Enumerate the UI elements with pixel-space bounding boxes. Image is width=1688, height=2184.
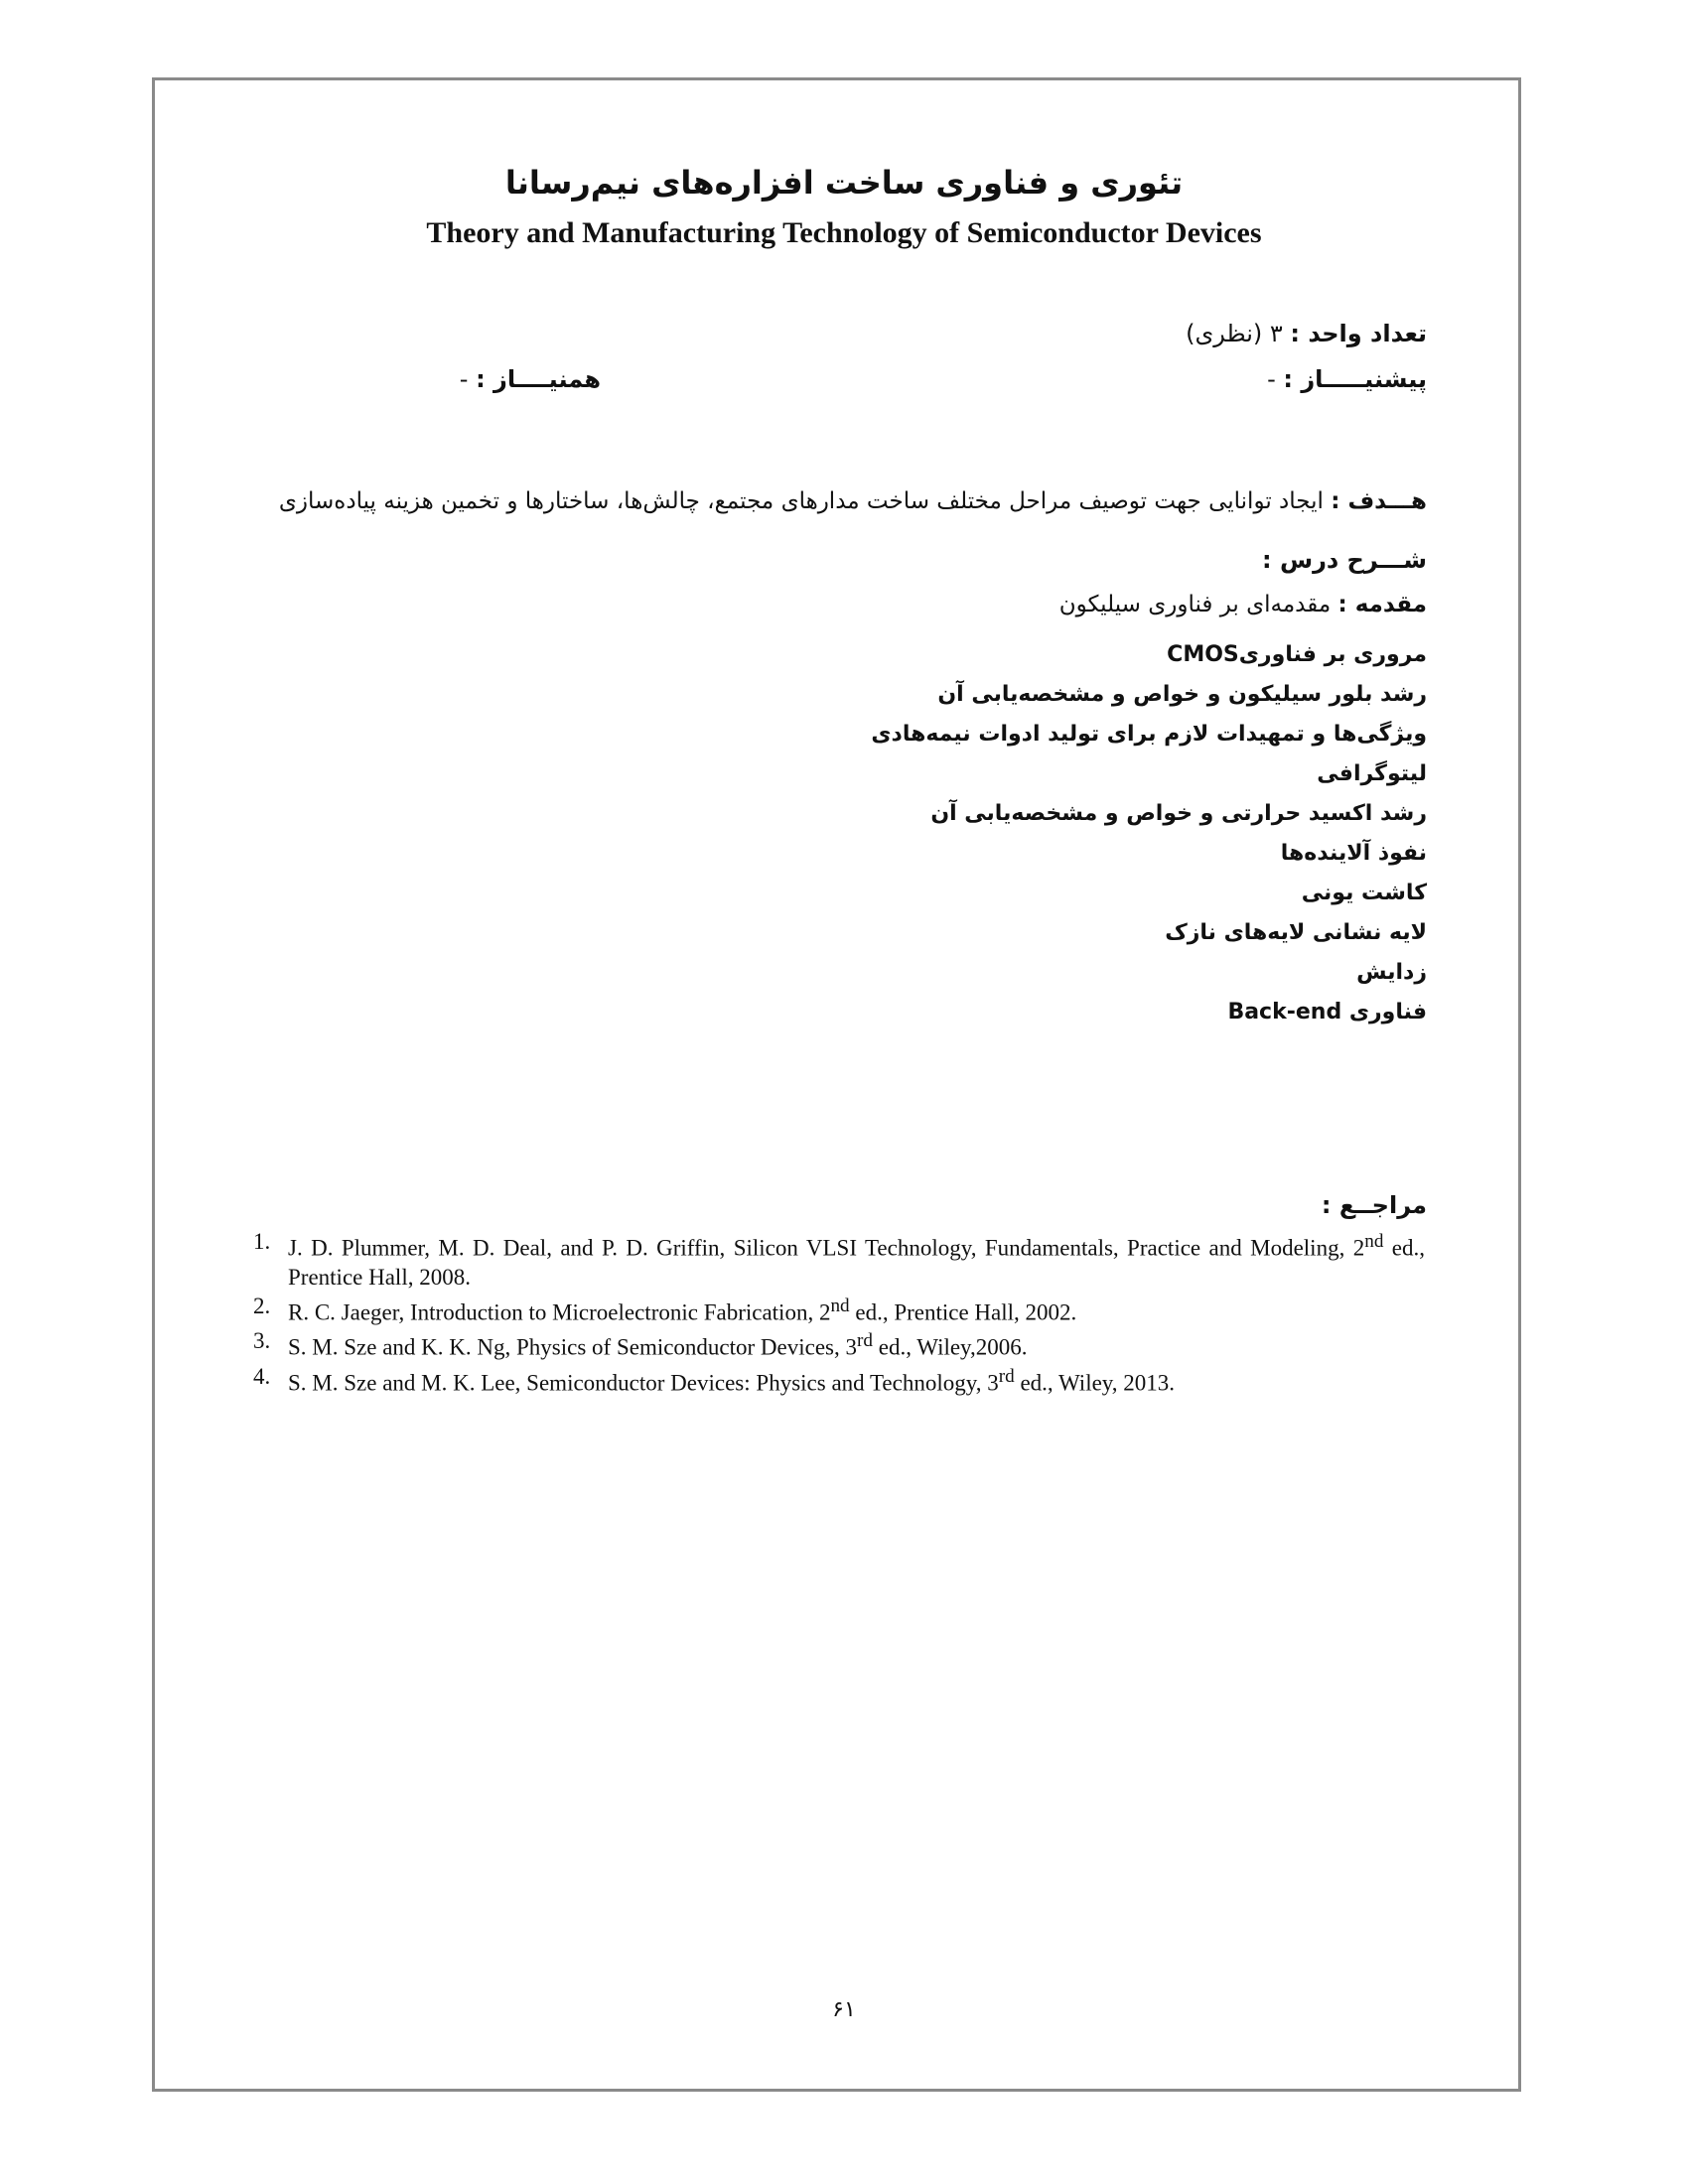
units-value: ۳ (نظری) <box>1186 320 1291 347</box>
reference-text-main: S. M. Sze and M. K. Lee, Semiconductor Devices: Physics and Technology, 3 <box>288 1370 999 1396</box>
reference-edition-suffix: nd <box>1364 1231 1384 1252</box>
topic-item: مروری بر فناوریCMOS <box>1167 642 1427 667</box>
reference-item <box>253 1292 1425 1327</box>
references-heading: مراجــع : <box>1321 1191 1427 1219</box>
topics-list <box>871 635 1427 1032</box>
topic-item: لایه نشانی لایه‌های نازک <box>1165 920 1427 945</box>
reference-edition-suffix: nd <box>830 1295 850 1316</box>
reference-number: 2. <box>253 1293 271 1318</box>
goal-text: ایجاد توانایی جهت توصیف مراحل مختلف ساخت مدارهای مجتمع، چالش‌ها، ساختارها و تخمین هزینه پیاده‌سازی <box>278 488 1332 514</box>
reference-text-tail: ed., Prentice Hall, 2008. <box>288 1235 1425 1290</box>
reference-text-tail: ed., Wiley,2006. <box>872 1334 1028 1360</box>
course-title-english: Theory and Manufacturing Technology of Semiconductor Devices <box>426 216 1262 249</box>
corequisite-line <box>460 365 601 393</box>
topic-item: لیتوگرافی <box>1317 761 1427 786</box>
reference-item <box>253 1227 1425 1292</box>
course-title-persian: تئوری و فناوری ساخت افزاره‌های نیم‌رسانا <box>504 164 1184 202</box>
topic-item: رشد اکسید حرارتی و خواص و مشخصه‌یابی آن <box>930 801 1427 826</box>
topic-item: نفوذ آلاینده‌ها <box>1280 841 1427 866</box>
topic-item: رشد بلور سیلیکون و خواص و مشخصه‌یابی آن <box>937 682 1427 707</box>
reference-number: 1. <box>253 1229 271 1254</box>
intro-text: مقدمه‌ای بر فناوری سیلیکون <box>1058 592 1338 617</box>
topic-item: کاشت یونی <box>1301 881 1427 905</box>
topic-item: فناوری Back-end <box>1227 1000 1427 1024</box>
reference-text-tail: ed., Wiley, 2013. <box>1014 1370 1176 1396</box>
reference-text <box>288 1227 1425 1292</box>
reference-text-main: S. M. Sze and K. K. Ng, Physics of Semiconductor Devices, 3 <box>288 1334 858 1360</box>
reference-text <box>288 1326 1425 1362</box>
corequisite-value: - <box>459 365 477 393</box>
reference-text <box>288 1292 1425 1327</box>
units-line <box>1186 320 1427 347</box>
prerequisite-line <box>1267 365 1427 393</box>
page-number: ۶۱ <box>832 1997 856 2022</box>
reference-edition-suffix: rd <box>998 1365 1015 1387</box>
reference-number: 4. <box>253 1363 271 1389</box>
reference-text-tail: ed., Prentice Hall, 2002. <box>849 1299 1077 1325</box>
reference-text-main: J. D. Plummer, M. D. Deal, and P. D. Griffin, Silicon VLSI Technology, Fundamentals, Practice and Modeling, 2 <box>288 1235 1365 1261</box>
reference-item <box>253 1326 1425 1362</box>
reference-number: 3. <box>253 1328 271 1354</box>
topic-item: زدایش <box>1356 960 1427 985</box>
reference-text-main: R. C. Jaeger, Introduction to Microelectronic Fabrication, 2 <box>288 1299 831 1325</box>
intro-line <box>1059 592 1427 617</box>
reference-item <box>253 1362 1425 1398</box>
reference-text <box>288 1362 1425 1398</box>
prerequisite-value: - <box>1267 365 1284 393</box>
goal-label: هـــدف : <box>1331 488 1427 514</box>
units-label: تعداد واحد : <box>1290 320 1427 347</box>
description-heading: شـــرح درس : <box>1262 546 1427 574</box>
corequisite-label: همنیــــاز : <box>476 365 601 393</box>
reference-edition-suffix: rd <box>857 1330 873 1352</box>
intro-label: مقدمه : <box>1337 592 1427 617</box>
topic-item: ویژگی‌ها و تمهیدات لازم برای تولید ادوات نیمه‌هادی <box>871 722 1427 747</box>
goal-line <box>279 488 1427 514</box>
references-list <box>253 1227 1425 1398</box>
prerequisite-label: پیشنیـــــاز : <box>1283 365 1427 393</box>
